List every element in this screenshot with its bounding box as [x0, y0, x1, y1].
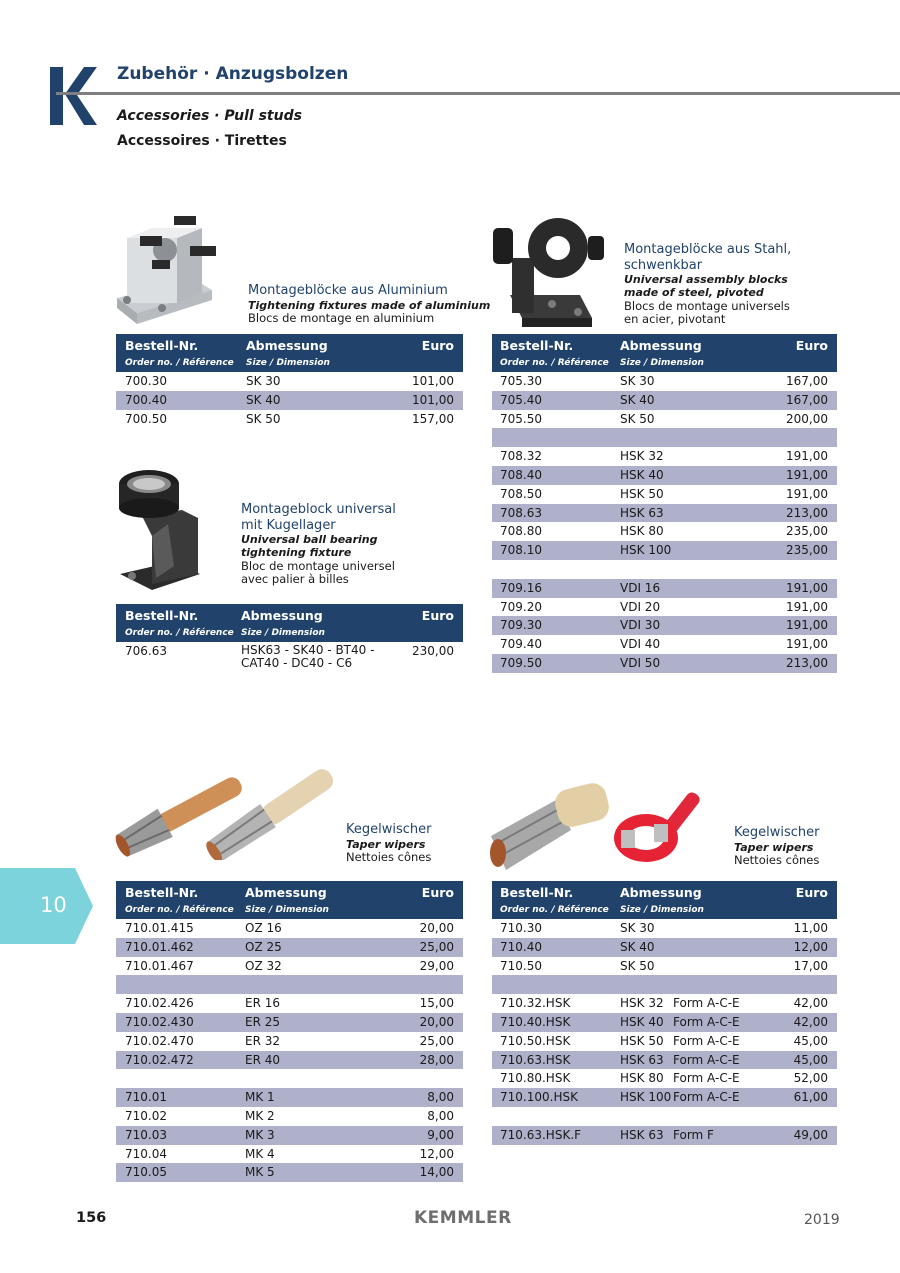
- brand-logo: KEMMLER: [414, 1208, 512, 1228]
- euro-header: Euro: [421, 885, 454, 900]
- cell-price: 101,00: [412, 392, 454, 407]
- euro-header: Euro: [795, 885, 828, 900]
- table-row: [492, 579, 837, 598]
- aluminium-block-image: [112, 208, 222, 326]
- table-row: [116, 1051, 463, 1070]
- table-header: [492, 334, 837, 372]
- cell-order: 700.40: [125, 392, 167, 407]
- table-header: [492, 881, 837, 919]
- wipers-left-name-fr: Nettoies cônes: [346, 849, 432, 864]
- cell-price: 191,00: [786, 486, 828, 501]
- cell-price: 12,00: [793, 939, 828, 954]
- cell-size: HSK 100: [620, 1090, 672, 1105]
- size-subheader: Size / Dimension: [620, 358, 704, 368]
- cell-order: 708.80: [500, 524, 542, 539]
- wipers-right-name-de: Kegelwischer: [734, 825, 820, 840]
- table-row: [116, 642, 463, 672]
- cell-size: VDI 50: [620, 655, 661, 670]
- cell-size: SK 50: [620, 958, 655, 973]
- cell-price: 8,00: [427, 1108, 454, 1123]
- page-number: 156: [76, 1210, 107, 1226]
- cell-order: 710.40: [500, 939, 542, 954]
- cell-order: 708.10: [500, 543, 542, 558]
- table-row: [492, 938, 837, 957]
- page-title-fr: Accessoires · Tirettes: [117, 133, 287, 149]
- cell-size: MK 1: [245, 1090, 275, 1105]
- wipers-left-name-en: Taper wipers: [346, 837, 426, 851]
- cell-size: VDI 20: [620, 599, 661, 614]
- table-row: [116, 1088, 463, 1107]
- cell-order: 710.03: [125, 1127, 167, 1142]
- table-row: [116, 975, 463, 994]
- cell-price: 17,00: [793, 958, 828, 973]
- cell-order: 705.30: [500, 374, 542, 388]
- header-rule: [56, 92, 900, 95]
- table-row: [492, 957, 837, 976]
- cell-order: 705.40: [500, 392, 542, 407]
- cell-form: Form F: [673, 1127, 714, 1142]
- alu-price-table: [116, 334, 463, 428]
- steel-name-fr-1: Blocs de montage universels: [624, 298, 790, 313]
- cell-size: MK 3: [245, 1127, 275, 1142]
- cell-size: HSK 40: [620, 467, 664, 482]
- cell-size: HSK 32: [620, 449, 664, 464]
- alu-description: [248, 283, 490, 326]
- cell-order: 710.50.HSK: [500, 1033, 571, 1048]
- cell-size: OZ 16: [245, 921, 282, 935]
- wipers-left-price-table: [116, 881, 463, 1182]
- cell-price: 213,00: [786, 655, 828, 670]
- cell-price: 11,00: [793, 921, 828, 935]
- size-subheader: Size / Dimension: [620, 905, 704, 915]
- steel-name-en-2: made of steel, pivoted: [624, 286, 764, 300]
- size-subheader: Size / Dimension: [245, 905, 329, 915]
- alu-name-fr: Blocs de montage en aluminium: [248, 310, 435, 325]
- wipers-right-description: [734, 825, 819, 868]
- cell-size: MK 4: [245, 1146, 275, 1161]
- table-row: [492, 447, 837, 466]
- order-header: Bestell-Nr.: [500, 338, 574, 353]
- cell-order: 710.04: [125, 1146, 167, 1161]
- cell-size: HSK 80: [620, 1071, 664, 1086]
- wipers-right-name-en: Taper wipers: [734, 840, 814, 854]
- taper-wiper-red-image: [486, 778, 736, 878]
- order-subheader: Order no. / Référence: [500, 905, 609, 915]
- cell-order: 708.32: [500, 449, 542, 464]
- size-header: Abmessung: [620, 885, 702, 900]
- cell-order: 710.100.HSK: [500, 1090, 578, 1105]
- table-row: [492, 428, 837, 447]
- cell-size: MK 2: [245, 1108, 275, 1123]
- cell-order: 710.01.462: [125, 939, 194, 954]
- cell-price: 25,00: [419, 1033, 454, 1048]
- table-row: [492, 522, 837, 541]
- cell-price: 9,00: [427, 1127, 454, 1142]
- table-row: [116, 919, 463, 938]
- cell-price: 191,00: [786, 467, 828, 482]
- size-header: Abmessung: [241, 608, 323, 623]
- cell-form: Form A-C-E: [673, 996, 740, 1011]
- cell-size: ER 25: [245, 1014, 281, 1029]
- wipers-right-price-table: [492, 881, 837, 1145]
- table-row: [116, 1145, 463, 1164]
- cell-order: 710.01: [125, 1090, 167, 1105]
- cell-form: Form A-C-E: [673, 1052, 740, 1067]
- cell-price: 28,00: [419, 1052, 454, 1067]
- cell-order: 706.63: [125, 644, 167, 658]
- cell-price: 167,00: [786, 392, 828, 407]
- cell-price: 14,00: [419, 1165, 454, 1180]
- cell-price: 20,00: [419, 921, 454, 935]
- order-subheader: Order no. / Référence: [500, 358, 609, 368]
- table-row: [116, 391, 463, 410]
- cell-order: 708.40: [500, 467, 542, 482]
- cell-order: 700.50: [125, 411, 167, 426]
- wipers-left-table-body: [116, 919, 463, 1182]
- table-row: [492, 1032, 837, 1051]
- bearing-name-de-1: Montageblock universal: [241, 502, 396, 517]
- steel-table-body: [492, 372, 837, 673]
- bearing-name-en-2: tightening fixture: [241, 546, 352, 560]
- cell-order: 710.30: [500, 921, 542, 935]
- cell-order: 709.20: [500, 599, 542, 614]
- table-row: [116, 1163, 463, 1182]
- cell-form: Form A-C-E: [673, 1014, 740, 1029]
- table-row: [492, 504, 837, 523]
- table-row: [492, 1088, 837, 1107]
- cell-price: 230,00: [412, 644, 454, 658]
- table-row: [492, 616, 837, 635]
- cell-order: 710.50: [500, 958, 542, 973]
- size-header: Abmessung: [620, 338, 702, 353]
- bearing-price-table: [116, 604, 463, 672]
- cell-order: 700.30: [125, 374, 167, 388]
- table-row: [492, 1107, 837, 1126]
- cell-size: SK 30: [246, 374, 281, 388]
- cell-order: 710.01.415: [125, 921, 194, 935]
- cell-size: SK 50: [620, 411, 655, 426]
- cell-form: Form A-C-E: [673, 1033, 740, 1048]
- wipers-left-description: [346, 822, 431, 865]
- kemmler-k-logo: [50, 67, 97, 125]
- cell-order: 708.50: [500, 486, 542, 501]
- cell-price: 49,00: [793, 1127, 828, 1142]
- table-row: [492, 410, 837, 429]
- table-row: [116, 957, 463, 976]
- table-header: [116, 334, 463, 372]
- cell-order: 710.32.HSK: [500, 996, 571, 1011]
- bearing-name-fr-1: Bloc de montage universel: [241, 558, 395, 573]
- alu-name-de: Montageblöcke aus Aluminium: [248, 283, 448, 298]
- cell-order: 705.50: [500, 411, 542, 426]
- page-title-en: Accessories · Pull studs: [117, 108, 302, 124]
- order-header: Bestell-Nr.: [500, 885, 574, 900]
- cell-price: 52,00: [793, 1071, 828, 1086]
- steel-name-en-1: Universal assembly blocks: [624, 273, 788, 287]
- chapter-number: 10: [40, 893, 67, 917]
- cell-order: 710.02.470: [125, 1033, 194, 1048]
- table-row: [492, 1069, 837, 1088]
- table-row: [116, 410, 463, 429]
- table-row: [492, 994, 837, 1013]
- cell-size: HSK 63: [620, 1127, 664, 1142]
- steel-name-de-2: schwenkbar: [624, 257, 703, 273]
- table-row: [492, 466, 837, 485]
- table-row: [492, 1013, 837, 1032]
- cell-price: 191,00: [786, 599, 828, 614]
- cell-order: 709.40: [500, 637, 542, 652]
- table-row: [492, 560, 837, 579]
- steel-price-table: [492, 334, 837, 673]
- cell-size: HSK 80: [620, 524, 664, 539]
- cell-order: 710.02.430: [125, 1014, 194, 1029]
- bearing-name-de-2: mit Kugellager: [241, 517, 336, 533]
- cell-order: 710.63.HSK.F: [500, 1127, 582, 1142]
- order-header: Bestell-Nr.: [125, 608, 199, 623]
- cell-price: 191,00: [786, 637, 828, 652]
- cell-price: 45,00: [793, 1033, 828, 1048]
- cell-price: 15,00: [419, 996, 454, 1011]
- cell-size: HSK 40: [620, 1014, 664, 1029]
- cell-price: 45,00: [793, 1052, 828, 1067]
- cell-size: HSK 100: [620, 543, 672, 558]
- cell-price: 42,00: [793, 996, 828, 1011]
- bearing-table-body: [116, 642, 463, 672]
- cell-size: VDI 30: [620, 618, 661, 633]
- cell-order: 710.40.HSK: [500, 1014, 571, 1029]
- table-row: [492, 919, 837, 938]
- table-row: [492, 391, 837, 410]
- steel-block-image: [490, 210, 608, 332]
- size-subheader: Size / Dimension: [241, 628, 325, 638]
- wipers-left-name-de: Kegelwischer: [346, 822, 432, 837]
- bearing-name-fr-2: avec palier à billes: [241, 572, 349, 587]
- euro-header: Euro: [421, 338, 454, 353]
- table-row: [116, 1069, 463, 1088]
- cell-price: 42,00: [793, 1014, 828, 1029]
- table-row: [492, 541, 837, 560]
- cell-price: 191,00: [786, 580, 828, 595]
- cell-size: HSK 50: [620, 486, 664, 501]
- cell-price: 25,00: [419, 939, 454, 954]
- catalog-year: 2019: [804, 1212, 840, 1228]
- table-header: [116, 604, 463, 642]
- order-header: Bestell-Nr.: [125, 338, 199, 353]
- cell-size: SK 30: [620, 374, 655, 388]
- cell-size: SK 40: [620, 392, 655, 407]
- steel-description: [624, 242, 791, 327]
- cell-size: HSK 32: [620, 996, 664, 1011]
- ball-bearing-block-image: [112, 466, 204, 596]
- table-row: [492, 1051, 837, 1070]
- cell-price: 235,00: [786, 543, 828, 558]
- cell-price: 29,00: [419, 958, 454, 973]
- cell-price: 12,00: [419, 1146, 454, 1161]
- cell-price: 191,00: [786, 618, 828, 633]
- table-row: [116, 1107, 463, 1126]
- cell-size: HSK63 - SK40 - BT40 - CAT40 - DC40 - C6: [241, 643, 375, 671]
- cell-price: 101,00: [412, 374, 454, 388]
- page-title-de: Zubehör · Anzugsbolzen: [117, 64, 349, 84]
- cell-size: HSK 50: [620, 1033, 664, 1048]
- table-row: [116, 994, 463, 1013]
- alu-table-body: [116, 372, 463, 428]
- euro-header: Euro: [421, 608, 454, 623]
- cell-price: 191,00: [786, 449, 828, 464]
- table-header: [116, 881, 463, 919]
- order-header: Bestell-Nr.: [125, 885, 199, 900]
- cell-size: SK 50: [246, 411, 281, 426]
- table-row: [116, 1032, 463, 1051]
- cell-order: 709.16: [500, 580, 542, 595]
- cell-price: 61,00: [793, 1090, 828, 1105]
- table-row: [492, 1126, 837, 1145]
- table-row: [492, 975, 837, 994]
- cell-order: 709.30: [500, 618, 542, 633]
- steel-name-fr-2: en acier, pivotant: [624, 312, 726, 327]
- cell-order: 710.02.426: [125, 996, 194, 1011]
- table-row: [492, 485, 837, 504]
- bearing-name-en-1: Universal ball bearing: [241, 533, 378, 547]
- table-row: [492, 635, 837, 654]
- cell-order: 710.02: [125, 1108, 167, 1123]
- cell-price: 8,00: [427, 1090, 454, 1105]
- cell-price: 200,00: [786, 411, 828, 426]
- table-row: [492, 372, 837, 391]
- cell-size: VDI 16: [620, 580, 661, 595]
- order-subheader: Order no. / Référence: [125, 358, 234, 368]
- cell-order: 710.05: [125, 1165, 167, 1180]
- cell-order: 709.50: [500, 655, 542, 670]
- wipers-right-name-fr: Nettoies cônes: [734, 852, 820, 867]
- cell-price: 213,00: [786, 505, 828, 520]
- cell-order: 710.01.467: [125, 958, 194, 973]
- table-row: [116, 1126, 463, 1145]
- cell-size: ER 16: [245, 996, 281, 1011]
- cell-size: SK 40: [246, 392, 281, 407]
- cell-size: ER 32: [245, 1033, 281, 1048]
- size-subheader: Size / Dimension: [246, 358, 330, 368]
- order-subheader: Order no. / Référence: [125, 628, 234, 638]
- table-row: [492, 598, 837, 617]
- table-row: [116, 372, 463, 391]
- cell-size: OZ 32: [245, 958, 282, 973]
- cell-order: 710.02.472: [125, 1052, 194, 1067]
- table-row: [492, 654, 837, 673]
- cell-size: HSK 63: [620, 505, 664, 520]
- size-header: Abmessung: [246, 338, 328, 353]
- cell-price: 235,00: [786, 524, 828, 539]
- bearing-description: [241, 502, 396, 587]
- cell-size: VDI 40: [620, 637, 661, 652]
- cell-size: SK 40: [620, 939, 655, 954]
- alu-name-en: Tightening fixtures made of aluminium: [248, 298, 491, 312]
- cell-order: 708.63: [500, 505, 542, 520]
- cell-price: 167,00: [786, 374, 828, 388]
- cell-form: Form A-C-E: [673, 1071, 740, 1086]
- table-row: [116, 1013, 463, 1032]
- cell-order: 710.80.HSK: [500, 1071, 571, 1086]
- wipers-right-table-body: [492, 919, 837, 1145]
- taper-wiper-wood-image: [115, 750, 347, 860]
- cell-size: SK 30: [620, 921, 655, 935]
- cell-price: 157,00: [412, 411, 454, 426]
- steel-name-de-1: Montageblöcke aus Stahl,: [624, 242, 792, 257]
- cell-size: MK 5: [245, 1165, 275, 1180]
- cell-form: Form A-C-E: [673, 1090, 740, 1105]
- order-subheader: Order no. / Référence: [125, 905, 234, 915]
- table-row: [116, 938, 463, 957]
- cell-order: 710.63.HSK: [500, 1052, 571, 1067]
- cell-price: 20,00: [419, 1014, 454, 1029]
- cell-size: OZ 25: [245, 939, 282, 954]
- size-header: Abmessung: [245, 885, 327, 900]
- cell-size: HSK 63: [620, 1052, 664, 1067]
- euro-header: Euro: [795, 338, 828, 353]
- cell-size: ER 40: [245, 1052, 281, 1067]
